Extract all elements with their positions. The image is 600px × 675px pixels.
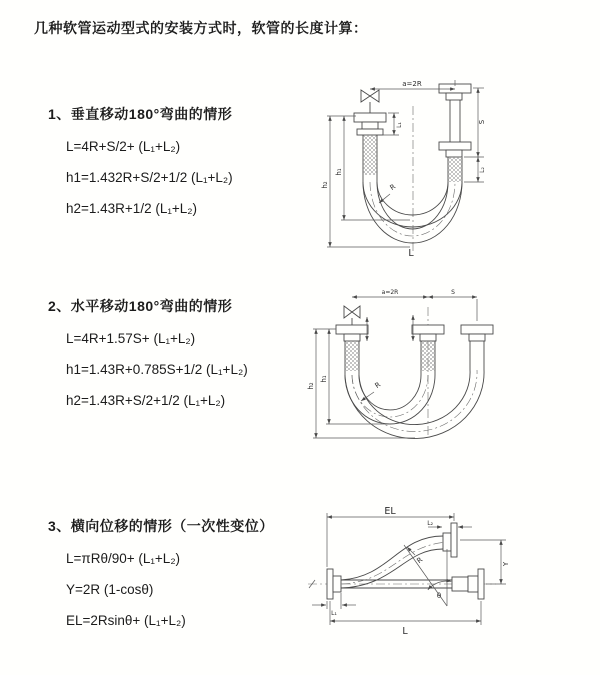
dimension-a-2R [352,289,477,321]
label-L1: L₁ [331,610,337,617]
label-theta: θ [436,592,442,600]
left-pipe-fitting [354,113,386,182]
label-L: L [402,626,408,637]
right-pipe-fitting-moved [461,325,493,370]
valve-icon [361,90,379,113]
label-R: R [388,182,398,193]
braided-hose-section [345,341,359,371]
formula-h2-1: h2=1.43R+1/2 (L₁+L₂) [66,201,198,216]
middle-pipe-fitting [412,325,444,375]
section-2-heading: 2、水平移动180°弯曲的情形 [48,298,233,314]
formula-h1-1: h1=1.432R+S/2+1/2 (L₁+L₂) [66,170,233,185]
upper-flange-hub [443,533,451,551]
radius-callout [361,381,382,401]
label-h1: h₁ [335,168,343,176]
label-a-2R: a=2R [381,289,399,296]
dimension-L1 [312,593,356,617]
formula-L-2: L=4R+1.57S+ (L₁+L₂) [66,331,196,346]
label-Y: Y [502,561,510,567]
formula-L-1: L=4R+S/2+ (L₁+L₂) [66,139,181,154]
formula-h2-2: h2=1.43R+S/2+1/2 (L₁+L₂) [66,393,226,408]
dimension-L2 [464,157,486,182]
left-pipe-fitting [336,325,368,375]
formula-L-3: L=πRθ/90+ (L₁+L₂) [66,551,181,566]
section-3-heading: 3、横向位移的情形（一次性变位） [48,518,274,534]
braided-hose-section [421,341,435,371]
valve-icon [344,306,360,325]
section-vertical-movement [40,104,320,224]
label-L2: L₂ [479,167,486,173]
label-h2: h₂ [307,382,315,390]
diagram-lateral-displacement [300,505,590,640]
label-L: L [408,248,414,259]
label-R: R [373,380,383,391]
diagram-horizontal-180-bend [305,285,575,465]
label-L2: L₂ [427,520,433,527]
dimension-S [428,289,477,297]
label-EL: EL [384,506,396,517]
section-1-heading: 1、垂直移动180°弯曲的情形 [48,106,233,122]
section-lateral-displacement [40,516,320,636]
left-flange [327,569,341,599]
displaced-hose [341,523,457,588]
braided-hose-section [448,157,462,182]
dimension-L [330,601,481,637]
section-horizontal-movement [40,296,320,416]
label-h1: h₁ [320,375,328,383]
label-h2: h₂ [321,181,329,189]
right-pipe-fitting [439,84,471,182]
formula-h1-2: h1=1.43R+0.785S+1/2 (L₁+L₂) [66,362,248,377]
radius-callout [379,183,397,203]
fitting-length-arrows [367,315,413,341]
label-S: S [451,289,455,296]
dimension-L2 [427,520,472,527]
diagram-vertical-180-bend [310,70,570,260]
formula-EL-3: EL=2Rsinθ+ (L₁+L₂) [66,613,186,628]
label-R: R [415,555,425,566]
angle-theta [404,545,451,606]
u-bend-hose [345,370,484,439]
upper-flange [451,523,457,557]
braided-hose-section [363,135,377,175]
label-S: S [478,119,486,125]
formula-Y-3: Y=2R (1-cosθ) [66,582,154,597]
label-L1: L₁ [396,122,403,128]
right-flange [478,569,484,599]
label-a-2R: a=2R [402,80,422,88]
page-title: 几种软管运动型式的安装方式时，软管的长度计算： [34,20,368,36]
u-bend-hose [363,182,462,243]
